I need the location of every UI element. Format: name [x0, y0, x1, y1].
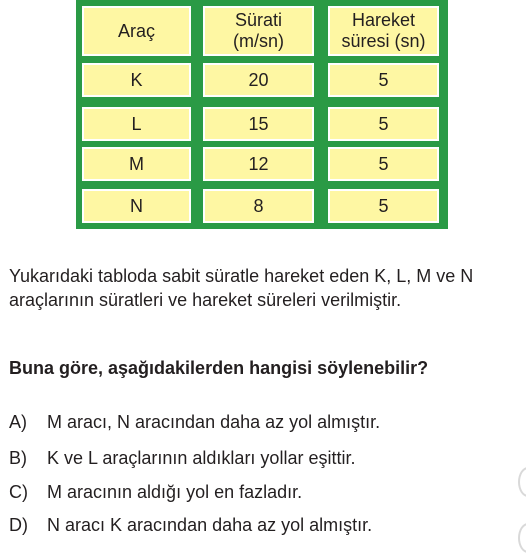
table-cell: 5 [328, 63, 439, 97]
table-cell: 8 [203, 189, 314, 223]
table-cell: 20 [203, 63, 314, 97]
page-edge-arc [518, 523, 526, 553]
option-text: K ve L araçlarının aldıkları yollar eşittir. [47, 448, 356, 468]
data-table [76, 0, 448, 229]
option-letter: B) [9, 448, 27, 468]
header-cell-vehicle [82, 6, 191, 56]
table-cell: 5 [328, 147, 439, 181]
header-label-vehicle: Araç [117, 20, 155, 41]
header-label-speed: Sürati (m/sn) [233, 10, 284, 51]
option-b[interactable] [9, 446, 355, 470]
page-edge-arc [518, 467, 526, 497]
table-cell: N [82, 189, 191, 223]
table-cell: L [82, 107, 191, 141]
option-a[interactable] [9, 410, 380, 434]
table-cell: 12 [203, 147, 314, 181]
option-letter: D) [9, 515, 28, 535]
question-prompt: Buna göre, aşağıdakilerden hangisi söylenebilir? [9, 358, 429, 378]
option-d[interactable] [9, 513, 372, 537]
table-cell: K [82, 63, 191, 97]
option-letter: A) [9, 412, 27, 432]
option-letter: C) [9, 482, 28, 502]
option-text: N aracı K aracından daha az yol almıştır. [47, 515, 373, 535]
table-cell: 5 [328, 107, 439, 141]
question-stem: Yukarıdaki tabloda sabit süratle hareket eden K, L, M ve N araçlarının süratleri ve hareket süreleri verilmiştir. [9, 266, 474, 310]
option-text: M aracının aldığı yol en fazladır. [47, 482, 303, 502]
header-label-duration: Hareket süresi (sn) [341, 10, 426, 51]
table-cell: M [82, 147, 191, 181]
header-cell-duration [328, 6, 439, 56]
table-cell: 5 [328, 189, 439, 223]
option-text: M aracı, N aracından daha az yol almıştır. [47, 412, 381, 432]
option-c[interactable] [9, 480, 302, 504]
table-cell: 15 [203, 107, 314, 141]
header-cell-speed [203, 6, 314, 56]
